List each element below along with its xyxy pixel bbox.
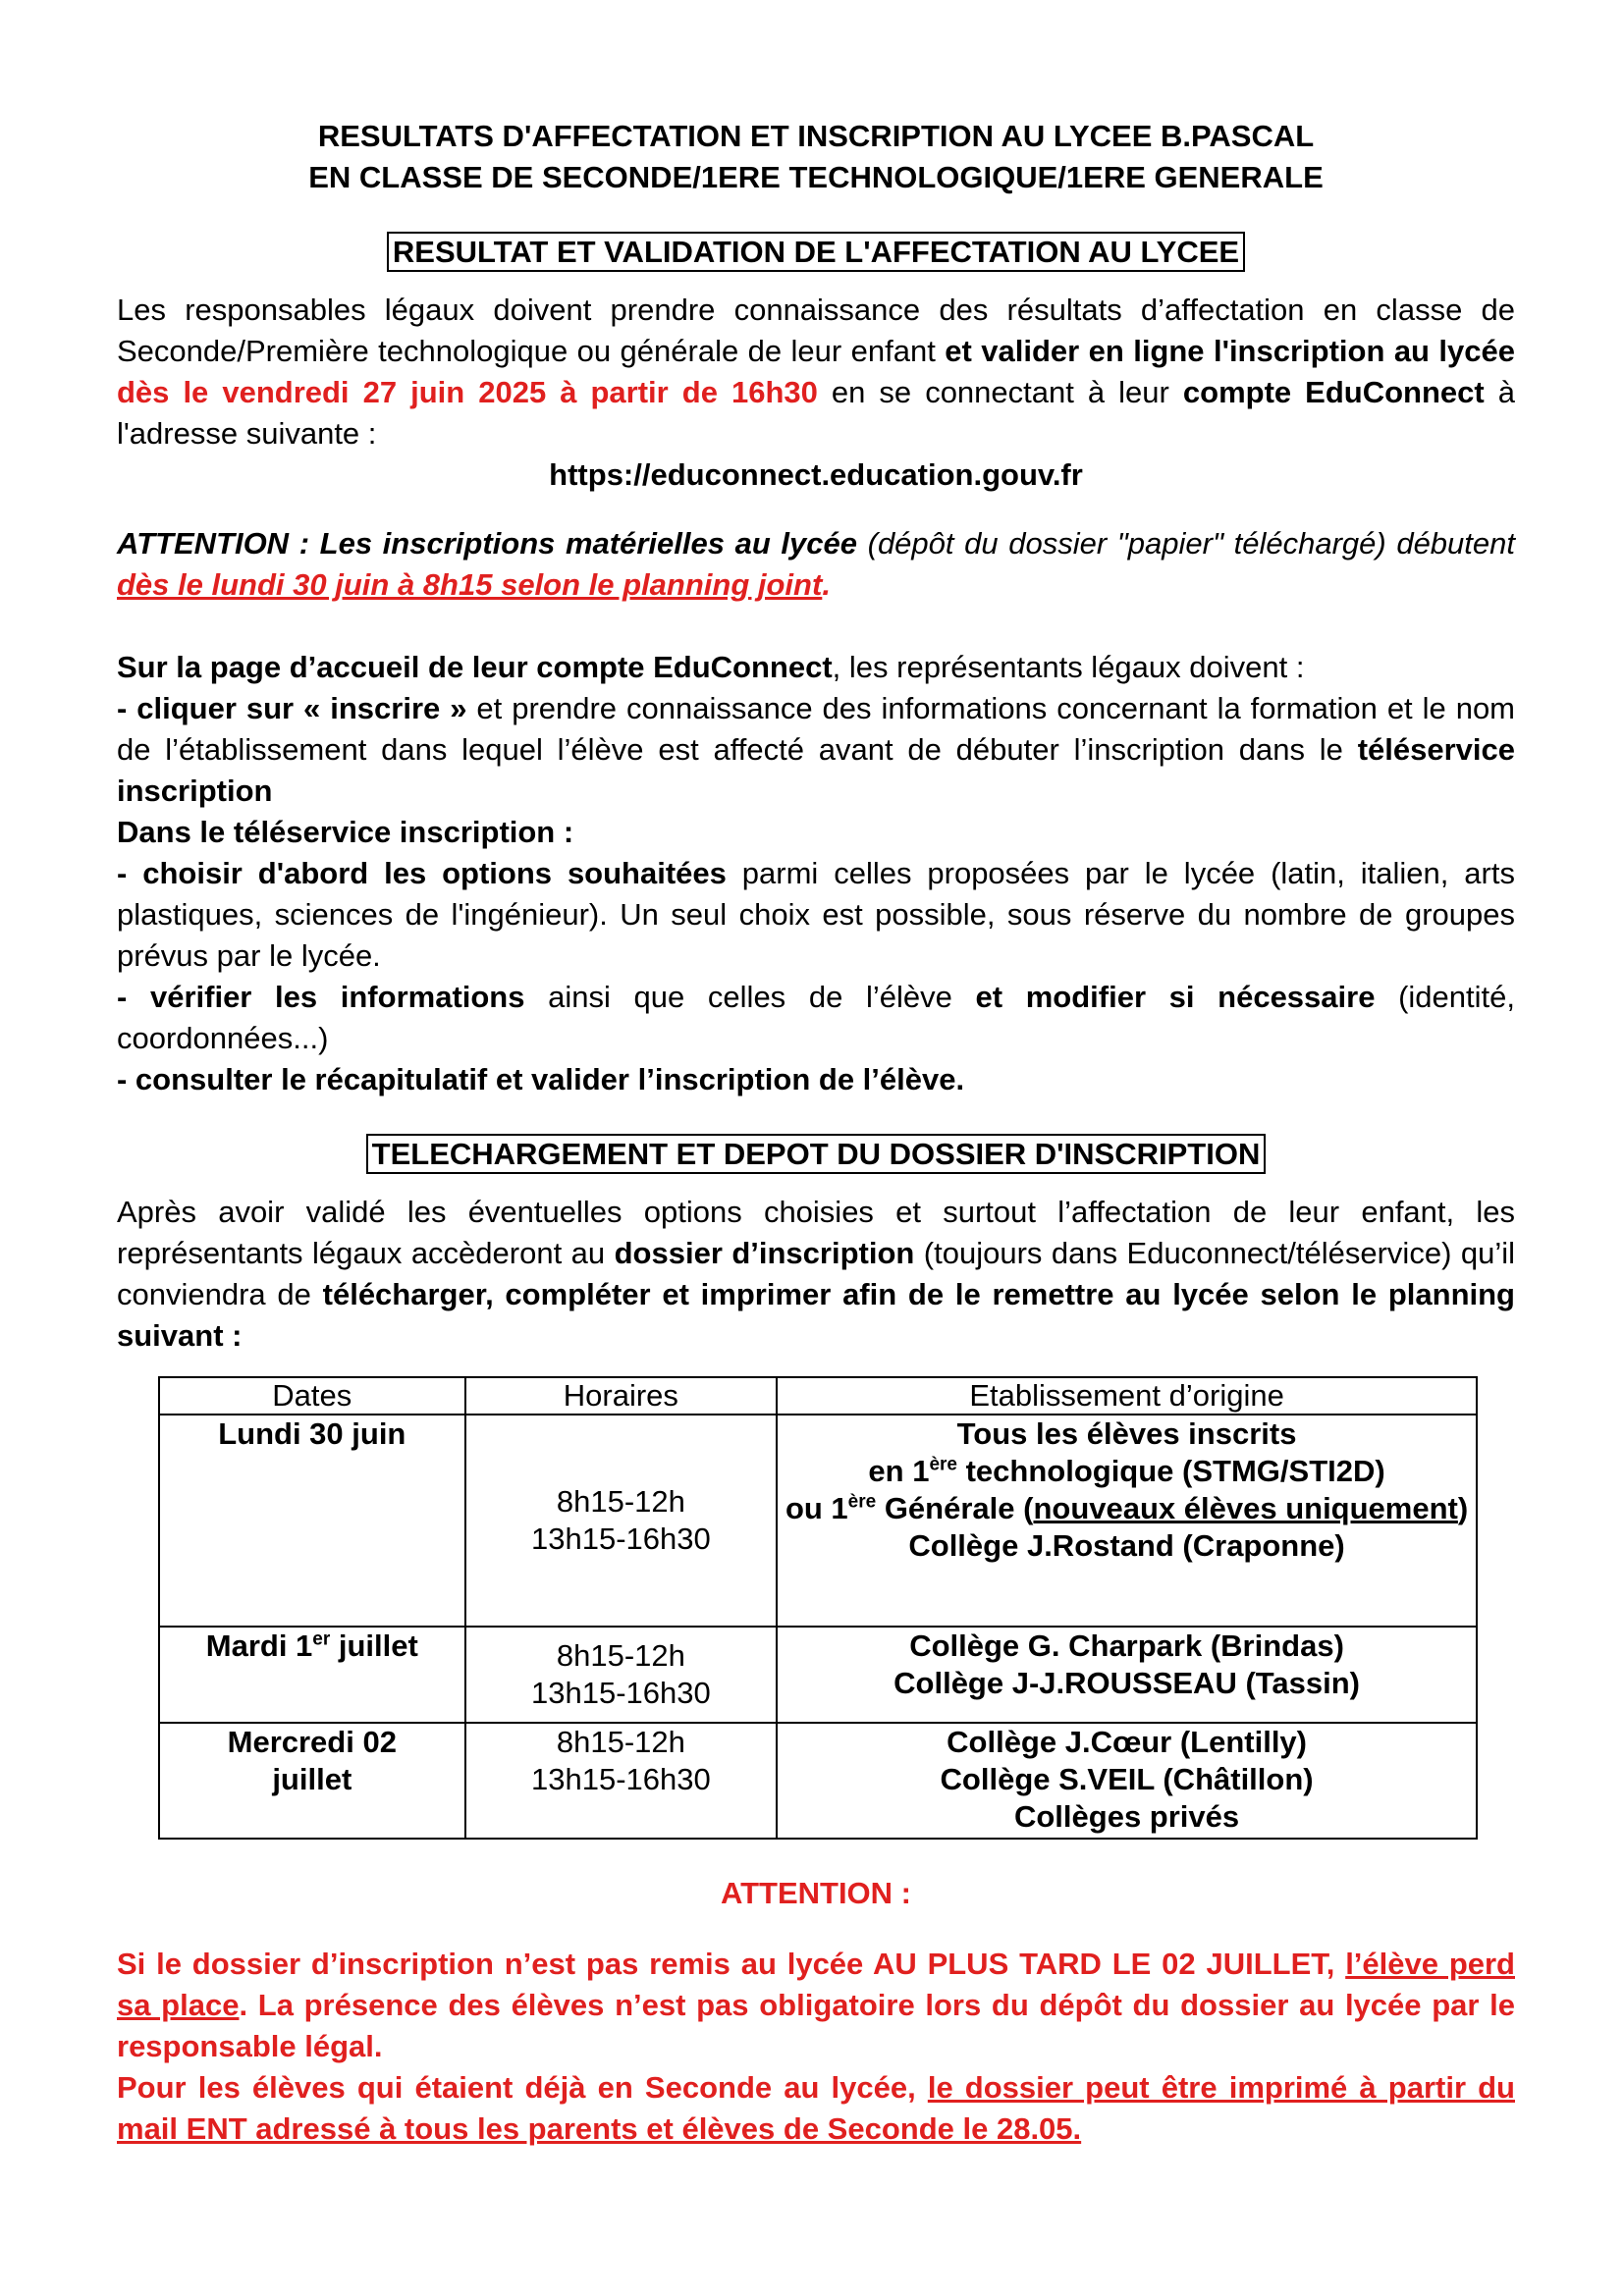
row3-hours — [465, 1723, 778, 1839]
row1-hours-2: 13h15-16h30 — [531, 1522, 711, 1556]
warning2-text-1: Pour les élèves qui étaient déjà en Seconde au lycée, — [117, 2070, 928, 2105]
step-1 — [117, 688, 1515, 812]
step2-bold: - choisir d'abord les options souhaitées — [117, 856, 727, 890]
step2-text: parmi celles proposées par le lycée (latin, italien, arts plastiques, sciences de l'ingénieur). Un seul choix est possible, sous réserve du nombre de groupes prévus par le lycée. — [117, 856, 1515, 973]
step3-text: ainsi que celles de l’élève — [524, 980, 976, 1014]
step3-bold: - vérifier les informations — [117, 980, 525, 1014]
attention-text: (dépôt du dossier "papier" téléchargé) débutent — [857, 526, 1515, 561]
row1-etab-3-sup: ère — [847, 1491, 877, 1513]
document-title — [117, 116, 1515, 198]
row2-date-b: juillet — [330, 1629, 418, 1663]
row3-etab-2: Collège S.VEIL (Châtillon) — [940, 1762, 1314, 1796]
step1-bold-end: téléservice inscription — [117, 732, 1515, 808]
section1-heading: RESULTAT ET VALIDATION DE L'AFFECTATION AU LYCEE — [387, 232, 1245, 272]
row2-hours — [465, 1627, 778, 1723]
intro-text-1: Les responsables légaux doivent prendre connaissance des résultats d’affectation en classe de Seconde/Première technologique ou générale de leur enfant — [117, 293, 1515, 368]
row3-hours-2: 13h15-16h30 — [531, 1762, 711, 1796]
title-line-1: RESULTATS D'AFFECTATION ET INSCRIPTION AU LYCEE B.PASCAL — [317, 119, 1315, 153]
download-text-1: Après avoir validé les éventuelles options choisies et surtout l’affectation de leur enfant, les représentants légaux accèderont au — [117, 1195, 1515, 1270]
row2-hours-2: 13h15-16h30 — [531, 1676, 711, 1710]
step-2 — [117, 853, 1515, 977]
attention-warning-2 — [117, 2067, 1515, 2150]
step1-bold: - cliquer sur « inscrire » — [117, 691, 467, 725]
step-3 — [117, 977, 1515, 1059]
row2-etab-2: Collège J-J.ROUSSEAU (Tassin) — [893, 1666, 1360, 1700]
table-header-row — [159, 1377, 1477, 1415]
table-row — [159, 1415, 1477, 1627]
intro-date-red: dès le vendredi 27 juin 2025 à partir de 16h30 — [117, 375, 818, 409]
row1-hours-1: 8h15-12h — [556, 1484, 685, 1519]
row3-etab-3: Collèges privés — [1013, 1799, 1240, 1834]
home-bold: Sur la page d’accueil de leur compte EduConnect — [117, 650, 833, 684]
row1-etab-3a: ou 1 — [785, 1491, 848, 1525]
header-dates: Dates — [159, 1377, 465, 1415]
header-etablissement: Etablissement d’origine — [777, 1377, 1477, 1415]
row1-hours — [465, 1415, 778, 1627]
section2-heading-wrap — [117, 1134, 1515, 1174]
warning2-underline: le dossier peut être imprimé à partir du mail ENT adressé à tous les parents et élèves de Seconde le 28.05. — [117, 2070, 1515, 2146]
warning1-underline: l’élève perd sa place — [117, 1947, 1515, 2022]
row3-date-2: juillet — [272, 1762, 352, 1796]
table-row — [159, 1723, 1477, 1839]
attention-date-red: dès le lundi 30 juin à 8h15 selon le planning joint — [117, 567, 823, 602]
home-text: , les représentants légaux doivent : — [832, 650, 1305, 684]
attention-warning-1 — [117, 1944, 1515, 2067]
row1-etab-2b: technologique (STMG/STI2D) — [956, 1454, 1385, 1488]
row1-etab-1: Tous les élèves inscrits — [956, 1416, 1297, 1451]
step-4: - consulter le récapitulatif et valider l’inscription de l’élève. — [117, 1062, 965, 1096]
attention-bold: ATTENTION : Les inscriptions matérielles au lycée — [117, 526, 857, 561]
attention-end: . — [822, 567, 831, 602]
row3-hours-1: 8h15-12h — [556, 1725, 685, 1759]
educonnect-url[interactable]: https://educonnect.education.gouv.fr — [549, 457, 1083, 492]
warning1-text-2: . La présence des élèves n’est pas obligatoire lors du dépôt du dossier au lycée par le responsable légal. — [117, 1988, 1515, 2063]
section2-heading: TELECHARGEMENT ET DEPOT DU DOSSIER D'INSCRIPTION — [366, 1134, 1267, 1174]
download-paragraph — [117, 1192, 1515, 1357]
row2-etab — [777, 1627, 1477, 1723]
planning-table — [158, 1376, 1478, 1840]
row1-etab-3-underline: nouveaux élèves uniquement — [1033, 1491, 1458, 1525]
row2-date-sup: er — [312, 1629, 331, 1650]
step1-text: et prendre connaissance des informations concernant la formation et le nom de l’établissement dans lequel l’élève est affecté avant de débuter l’inscription dans le — [117, 691, 1516, 767]
teleservice-heading: Dans le téléservice inscription : — [117, 815, 574, 849]
intro-bold-1: et valider en ligne l'inscription au lycée — [945, 334, 1515, 368]
home-paragraph — [117, 647, 1515, 688]
row1-etab-3b: Générale ( — [876, 1491, 1034, 1525]
intro-text-3: à l'adresse suivante : — [117, 375, 1516, 451]
row3-etab-1: Collège J.Cœur (Lentilly) — [947, 1725, 1307, 1759]
row2-etab-1: Collège G. Charpark (Brindas) — [909, 1629, 1344, 1663]
table-row — [159, 1627, 1477, 1723]
intro-bold-2: compte EduConnect — [1182, 375, 1485, 409]
download-bold-2: télécharger, compléter et imprimer afin de le remettre au lycée selon le planning suivant : — [117, 1277, 1515, 1353]
intro-paragraph — [117, 290, 1515, 454]
step3-text-2: (identité, coordonnées...) — [117, 980, 1516, 1055]
row2-hours-1: 8h15-12h — [556, 1638, 685, 1673]
attention-title: ATTENTION : — [720, 1876, 911, 1910]
download-bold-1: dossier d’inscription — [614, 1236, 915, 1270]
attention-paragraph — [117, 523, 1515, 606]
row3-date-1: Mercredi 02 — [227, 1725, 397, 1759]
document-content — [117, 116, 1515, 2150]
row2-date-a: Mardi 1 — [205, 1629, 313, 1663]
intro-text-2: en se connectant à leur — [817, 375, 1183, 409]
row1-etab — [777, 1415, 1477, 1627]
header-horaires: Horaires — [465, 1377, 778, 1415]
row1-etab-2-sup: ère — [929, 1454, 957, 1475]
row1-etab-4: Collège J.Rostand (Craponne) — [908, 1528, 1345, 1563]
warning1-text-1: Si le dossier d’inscription n’est pas remis au lycée AU PLUS TARD LE 02 JUILLET, — [117, 1947, 1346, 1981]
step3-bold-2: et modifier si nécessaire — [975, 980, 1376, 1014]
title-line-2: EN CLASSE DE SECONDE/1ERE TECHNOLOGIQUE/1ERE GENERALE — [308, 160, 1324, 194]
row1-etab-3c: ) — [1457, 1491, 1469, 1525]
section1-heading-wrap — [117, 232, 1515, 272]
row1-date: Lundi 30 juin — [159, 1415, 465, 1627]
row3-date — [159, 1723, 465, 1839]
download-text-2: (toujours dans Educonnect/téléservice) qu’il conviendra de — [117, 1236, 1515, 1311]
row3-etab — [777, 1723, 1477, 1839]
row2-date — [159, 1627, 465, 1723]
row1-etab-2a: en 1 — [868, 1454, 930, 1488]
